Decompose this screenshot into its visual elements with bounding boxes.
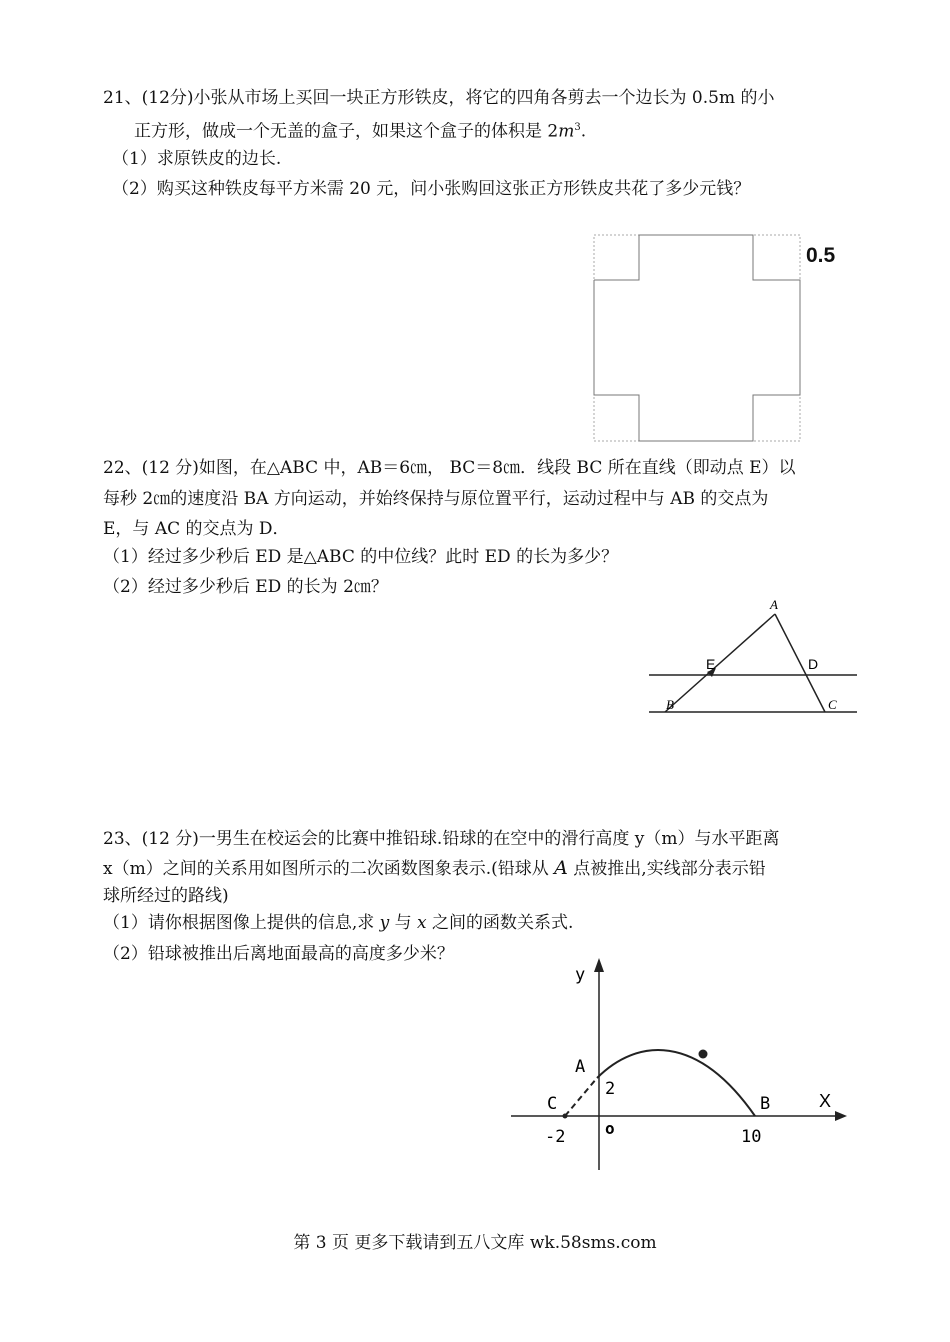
- q23-ball-marker: [699, 1050, 708, 1059]
- q23-sub-1-b: 之间的函数关系式.: [426, 913, 574, 933]
- q22-line-2: 每秒 2㎝的速度沿 BA 方向运动，并始终保持与原位置平行，运动过程中与 AB 的交点为: [103, 489, 769, 509]
- q23-sub-2: （2）铅球被推出后离地面最高的高度多少米？: [103, 944, 454, 964]
- q22-line-3: E，与 AC 的交点为 D．: [103, 519, 290, 539]
- q23-origin-label: o: [605, 1119, 615, 1138]
- q21-corner-size-label: 0.5: [806, 244, 836, 267]
- q22-line-1: 22、(12 分)如图，在△ABC 中，AB＝6㎝， BC＝8㎝．线段 BC 所在直线（即动点 E）以: [103, 458, 796, 478]
- q22-label-e: E: [706, 656, 716, 672]
- q23-trajectory: [597, 1050, 755, 1116]
- q23-x-arrow-icon: [835, 1111, 847, 1121]
- q22-side-ab: [665, 614, 775, 712]
- q23-label-b-value: 10: [741, 1127, 762, 1147]
- q23-line-2-a: x（m）之间的关系用如图所示的二次函数图象表示.(铅球从: [103, 859, 555, 879]
- q23-line-2: [103, 857, 766, 880]
- q23-line-3: 球所经过的路线): [103, 886, 229, 906]
- q23-var-a: A: [554, 857, 568, 879]
- q23-label-c-value: -2: [545, 1127, 566, 1147]
- q23-point-c: [563, 1114, 568, 1119]
- q21-unit: m: [558, 121, 575, 142]
- q22-sub-1: （1）经过多少秒后 ED 是△ABC 的中位线？此时 ED 的长为多少？: [103, 547, 619, 567]
- q21-line-2: [134, 117, 586, 143]
- q23-x-label: X: [819, 1091, 832, 1111]
- q23-label-b: B: [760, 1094, 771, 1114]
- q22-label-c: C: [828, 697, 837, 712]
- q23-label-c: C: [547, 1094, 558, 1114]
- q21-exponent: 3: [574, 122, 581, 133]
- q21-line-1: 21、(12分)小张从市场上买回一块正方形铁皮，将它的四角各剪去一个边长为 0.5m 的小: [103, 88, 775, 108]
- q22-label-a: A: [770, 597, 778, 612]
- q23-y-arrow-icon: [594, 958, 604, 972]
- q23-line-1: 23、(12 分)一男生在校运会的比赛中推铅球.铅球的在空中的滑行高度 y（m）与水平距离: [103, 829, 780, 849]
- q23-label-a: A: [575, 1057, 586, 1077]
- q22-label-b: B: [666, 697, 674, 712]
- q23-sub-1-mid: 与: [389, 913, 418, 933]
- q23-sub-1: [103, 912, 573, 934]
- page-footer: 第 3 页 更多下载请到五八文库 wk.58sms.com: [293, 1233, 657, 1253]
- q22-label-d: D: [808, 656, 819, 672]
- q23-line-2-b: 点被推出,实线部分表示铅: [567, 859, 766, 879]
- q23-var-x: x: [417, 913, 427, 933]
- q23-var-y: y: [379, 913, 390, 933]
- q23-sub-1-a: （1）请你根据图像上提供的信息,求: [103, 913, 380, 933]
- q21-line-2-text: 正方形，做成一个无盖的盒子，如果这个盒子的体积是 2: [134, 121, 559, 142]
- q22-triangle-figure: [627, 587, 872, 727]
- q21-sub-2: （2）购买这种铁皮每平方米需 20 元，问小张购回这张正方形铁皮共花了多少元钱？: [112, 179, 751, 199]
- q22-sub-2: （2）经过多少秒后 ED 的长为 2㎝？: [103, 577, 388, 597]
- q23-parabola-graph: [497, 948, 877, 1178]
- q21-sub-1: （1）求原铁皮的边长.: [112, 149, 282, 169]
- q21-box-outline: [594, 235, 800, 441]
- q23-label-a-value: 2: [605, 1079, 616, 1099]
- q23-dashed-path: [565, 1078, 597, 1116]
- q21-period: .: [580, 121, 587, 142]
- q23-y-label: y: [575, 965, 586, 985]
- q21-outer-dashed-square: [594, 235, 800, 441]
